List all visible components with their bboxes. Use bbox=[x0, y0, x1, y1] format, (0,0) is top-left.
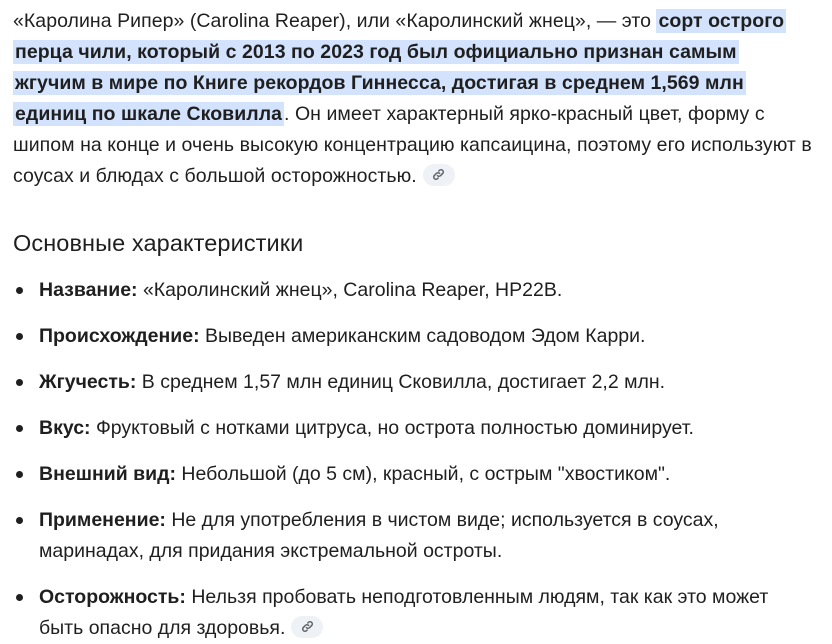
source-link-chip[interactable] bbox=[423, 164, 455, 186]
feature-label: Применение: bbox=[39, 509, 166, 531]
feature-text: В среднем 1,57 млн единиц Сковилла, достигает 2,2 млн. bbox=[136, 371, 666, 393]
bullet-dot bbox=[16, 333, 23, 340]
feature-label: Название: bbox=[39, 279, 138, 301]
bullet-dot bbox=[16, 379, 23, 386]
list-item bbox=[13, 459, 812, 490]
bullet-dot bbox=[16, 594, 23, 601]
feature-text: Небольшой (до 5 см), красный, с острым "хвостиком". bbox=[175, 463, 671, 485]
list-item bbox=[13, 367, 812, 398]
intro-highlighted-text[interactable]: сорт острого перца чили, который с 2013 по 2023 год был официально признан самым жгучим в мире по Книге рекордов Гиннесса, достигая в среднем 1,569 млн единиц по шкале Сковилла bbox=[15, 10, 785, 125]
bullet-dot bbox=[16, 471, 23, 478]
feature-label: Внешний вид: bbox=[39, 463, 176, 485]
list-item bbox=[13, 321, 812, 352]
feature-text: «Каролинский жнец», Carolina Reaper, HP22B. bbox=[137, 279, 563, 301]
feature-label: Происхождение: bbox=[39, 325, 200, 347]
section-heading: Основные характеристики bbox=[13, 230, 304, 256]
feature-text: Фруктовый с нотками цитруса, но острота полностью доминирует. bbox=[90, 417, 694, 439]
intro-text-before: «Каролина Рипер» (Carolina Reaper), или «Каролинский жнец», — это bbox=[13, 10, 657, 32]
feature-label: Осторожность: bbox=[39, 586, 186, 608]
list-item bbox=[13, 413, 812, 444]
feature-text: Нельзя пробовать неподготовленным людям, так как это может быть опасно для здоровья. bbox=[39, 586, 769, 639]
list-item bbox=[13, 505, 812, 567]
feature-text: Выведен американским садоводом Эдом Карри. bbox=[199, 325, 646, 347]
feature-label: Жгучесть: bbox=[39, 371, 137, 393]
bullet-dot bbox=[16, 287, 23, 294]
link-icon bbox=[300, 619, 315, 634]
bullet-dot bbox=[16, 517, 23, 524]
feature-label: Вкус: bbox=[39, 417, 91, 439]
feature-text: Не для употребления в чистом виде; используется в соусах, маринадах, для придания экстремальной остроты. bbox=[39, 509, 719, 562]
features-list bbox=[13, 275, 812, 644]
list-item bbox=[13, 582, 812, 644]
list-item bbox=[13, 275, 812, 306]
intro-text-after: . Он имеет характерный ярко-красный цвет, форму с шипом на конце и очень высокую концентрацию капсаицина, поэтому его используют в соусах и блюдах с большой осторожностью. bbox=[13, 103, 812, 187]
intro-paragraph bbox=[13, 0, 812, 192]
source-link-chip[interactable] bbox=[291, 616, 323, 638]
bullet-dot bbox=[16, 425, 23, 432]
link-icon bbox=[431, 167, 446, 182]
